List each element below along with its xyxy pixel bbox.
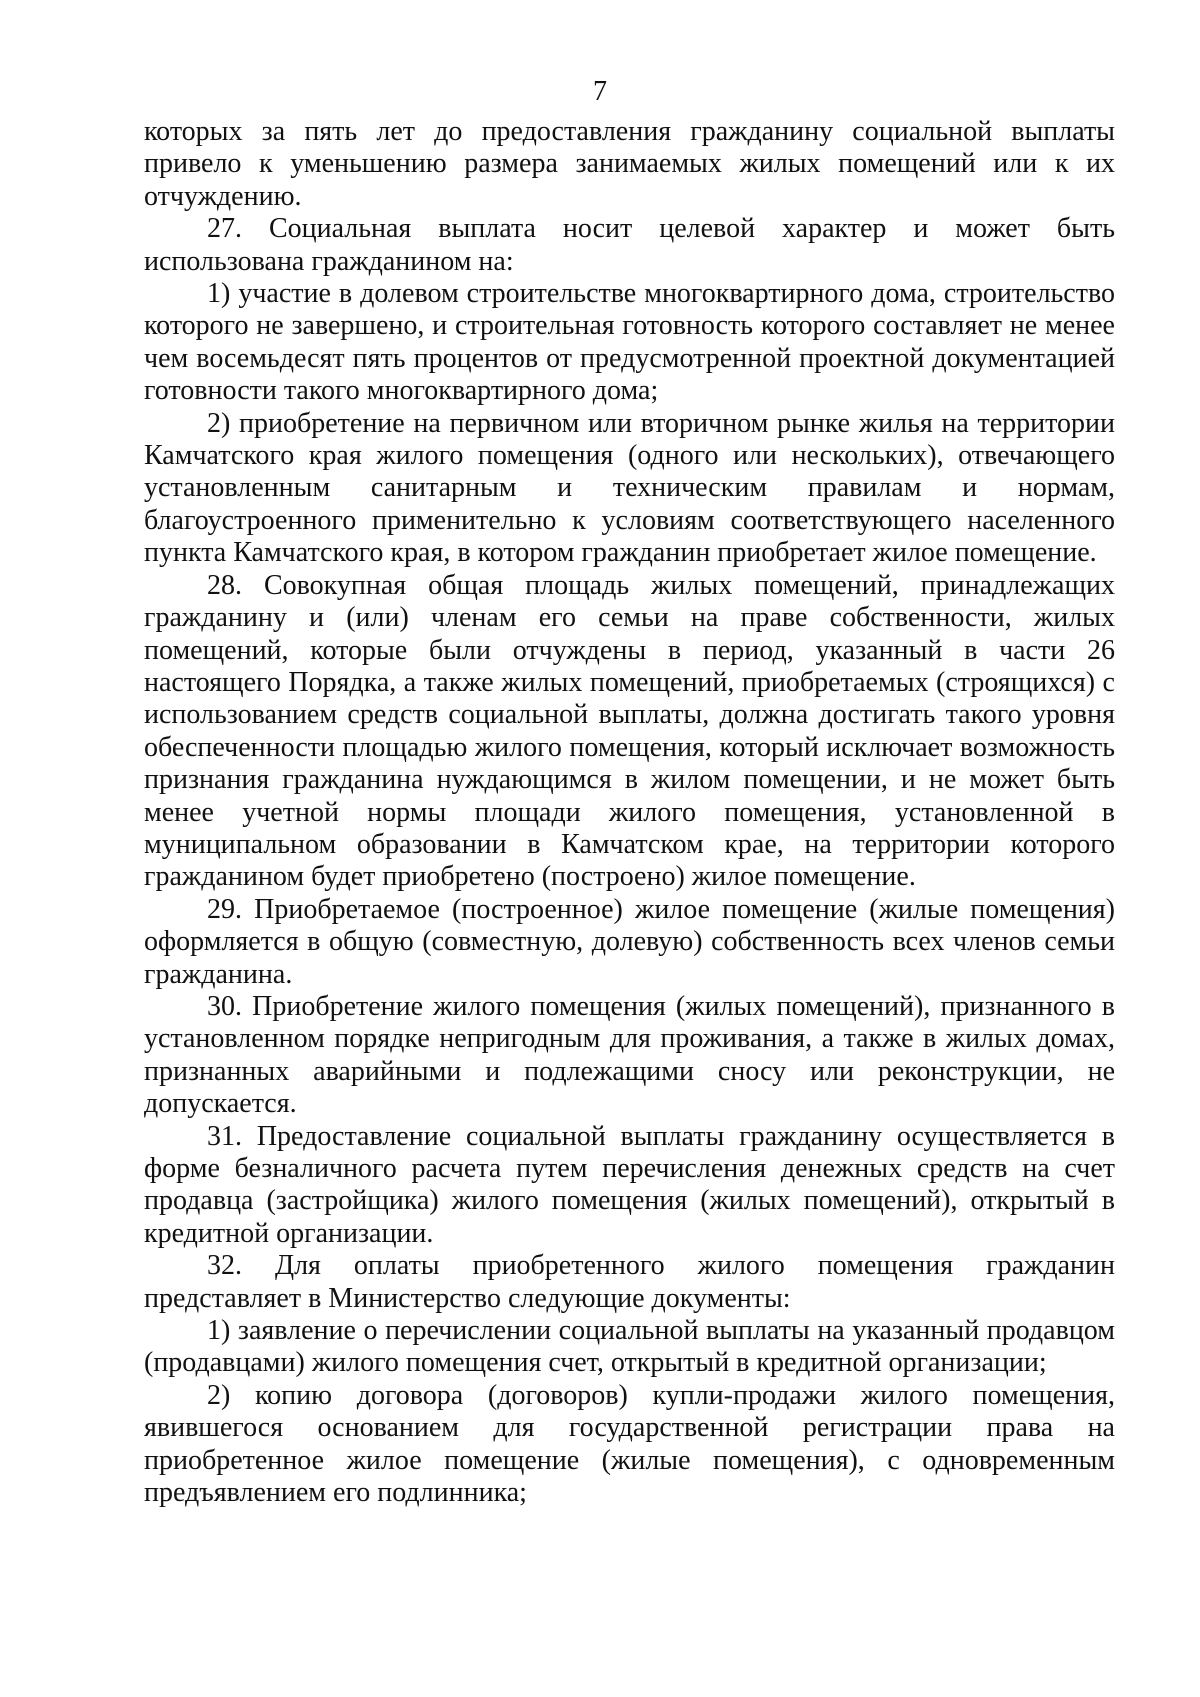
paragraph-30: 30. Приобретение жилого помещения (жилых помещений), признанного в установленном порядке непригодным для проживания, а также в жилых домах, признанных аварийными и подлежащими сносу или реконструкции, не допускается. — [144, 990, 1115, 1120]
paragraph-continuation: которых за пять лет до предоставления гражданину социальной выплаты привело к уменьшению размера занимаемых жилых помещений или к их отчуждению. — [144, 116, 1115, 212]
paragraph-31: 31. Предоставление социальной выплаты гражданину осуществляется в форме безналичного расчета путем перечисления денежных средств на счет продавца (застройщика) жилого помещения (жилых помещений), открытый в кредитной организации. — [144, 1120, 1115, 1249]
document-body — [144, 116, 1115, 1509]
page-number: 7 — [593, 76, 607, 107]
paragraph-29: 29. Приобретаемое (построенное) жилое помещение (жилые помещения) оформляется в общую (совместную, долевую) собственность всех членов семьи гражданина. — [144, 893, 1115, 990]
paragraph-32-item-2: 2) копию договора (договоров) купли-продажи жилого помещения, явившегося основанием для государственной регистрации права на приобретенное жилое помещение (жилые помещения), с одновременным предъявлением его подлинника; — [144, 1379, 1115, 1509]
paragraph-32-item-1: 1) заявление о перечислении социальной выплаты на указанный продавцом (продавцами) жилого помещения счет, открытый в кредитной организации; — [144, 1315, 1115, 1379]
paragraph-27-item-2: 2) приобретение на первичном или вторичном рынке жилья на территории Камчатского края жилого помещения (одного или нескольких), отвечающего установленным санитарным и техническим правилам и нормам, благоустроенного применительно к условиям соответствующего населенного пункта Камчатского края, в котором гражданин приобретает жилое помещение. — [144, 407, 1115, 569]
paragraph-27-item-1: 1) участие в долевом строительстве многоквартирного дома, строительство которого не завершено, и строительная готовность которого составляет не менее чем восемьдесят пять процентов от предусмотренной проектной документацией готовности такого многоквартирного дома; — [144, 278, 1115, 407]
paragraph-28: 28. Совокупная общая площадь жилых помещений, принадлежащих гражданину и (или) членам его семьи на праве собственности, жилых помещений, которые были отчуждены в период, указанный в части 26 настоящего Порядка, а также жилых помещений, приобретаемых (строящихся) с использованием средств социальной выплаты, должна достигать такого уровня обеспеченности площадью жилого помещения, который исключает возможность признания гражданина нуждающимся в жилом помещении, и не может быть менее учетной нормы площади жилого помещения, установленной в муниципальном образовании в Камчатском крае, на территории которого гражданином будет приобретено (построено) жилое помещение. — [144, 569, 1115, 893]
paragraph-32: 32. Для оплаты приобретенного жилого помещения гражданин представляет в Министерство следующие документы: — [144, 1250, 1115, 1314]
paragraph-27: 27. Социальная выплата носит целевой характер и может быть использована гражданином на: — [144, 213, 1115, 277]
